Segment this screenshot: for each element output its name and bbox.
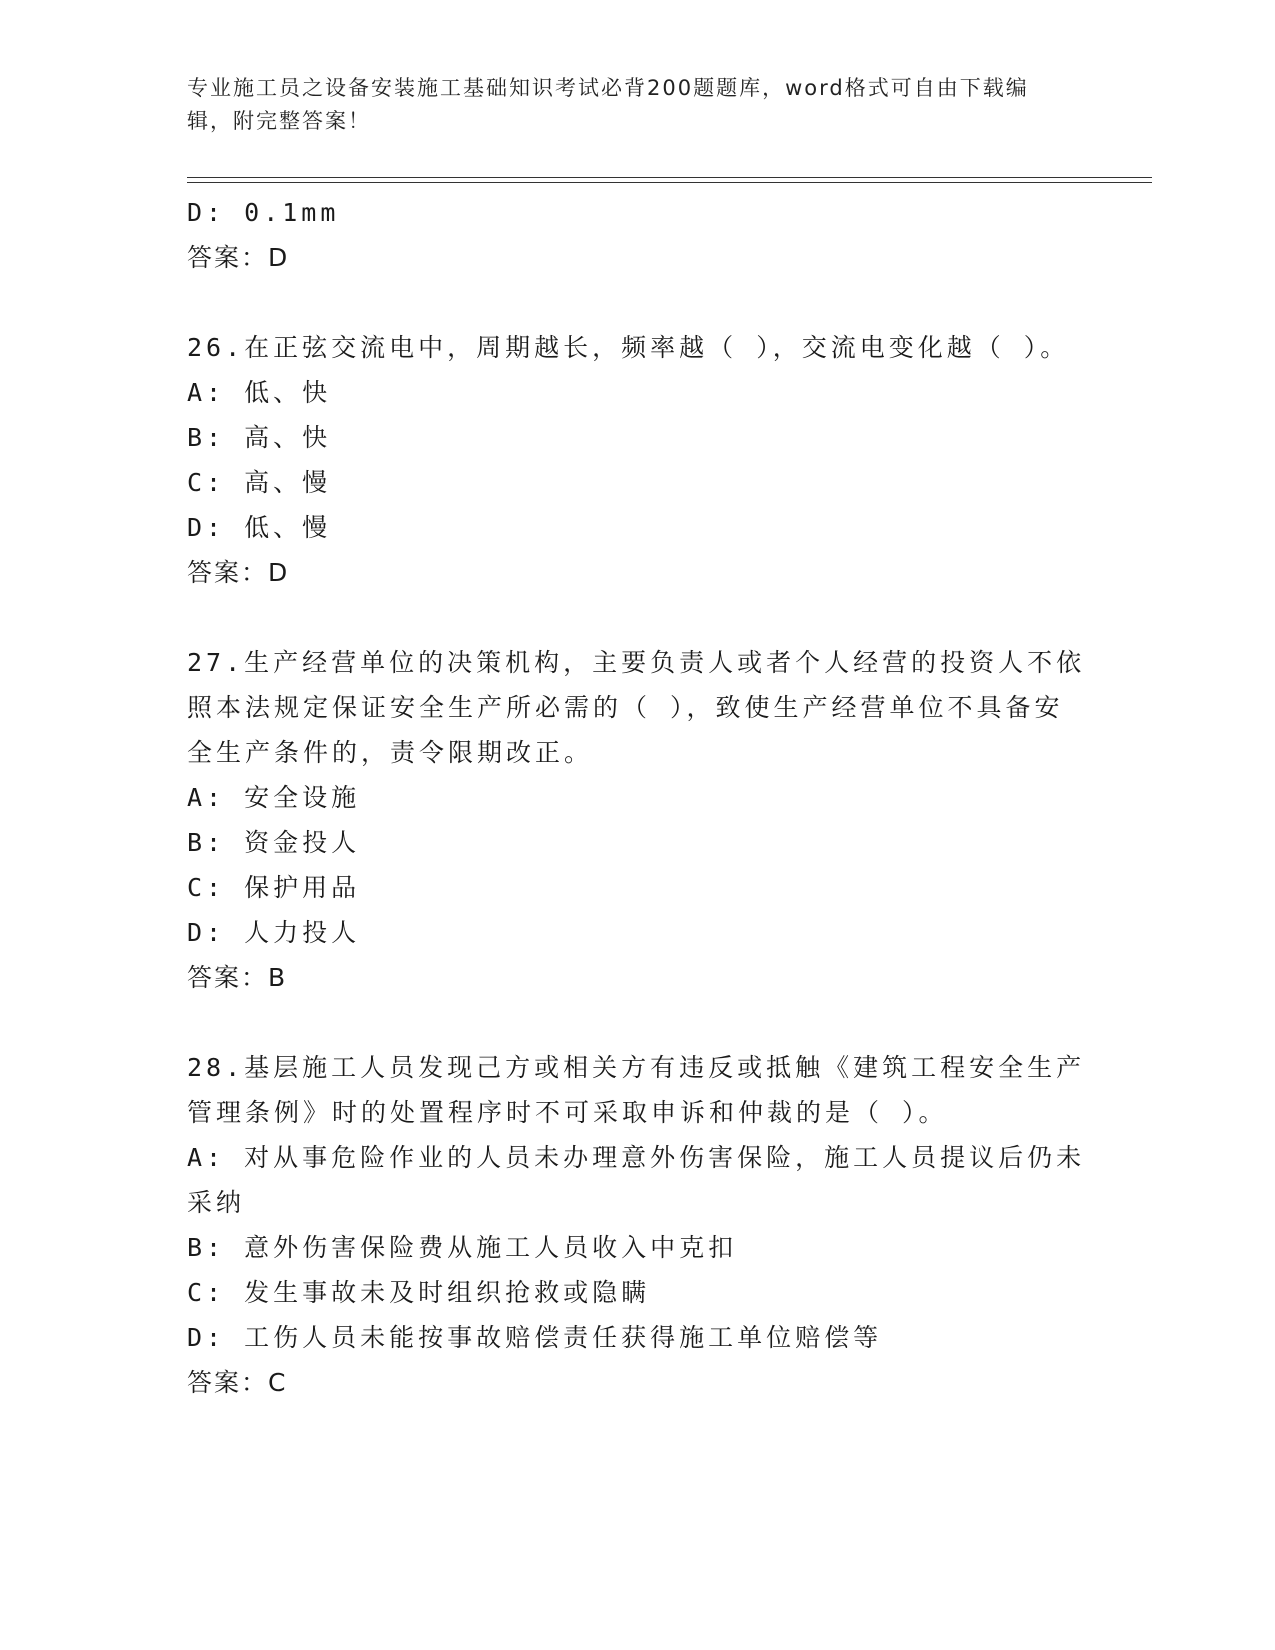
answer-line: 答案：C xyxy=(187,1368,288,1397)
document-header: 专业施工员之设备安装施工基础知识考试必背200题题库，word格式可自由下载编辑，附完整答案！ xyxy=(187,76,1029,133)
option-d: D: 0.1mm xyxy=(187,198,340,227)
answer-line: 答案：D xyxy=(187,243,290,272)
option-b: B: 资金投人 xyxy=(187,828,361,857)
option-a: A: 对从事危险作业的人员未办理意外伤害保险，施工人员提议后仍未采纳 xyxy=(187,1143,1086,1217)
question-text: 26.在正弦交流电中，周期越长，频率越（ ），交流电变化越（ ）。 xyxy=(187,333,1070,362)
option-d: D: 工伤人员未能按事故赔偿责任获得施工单位赔偿等 xyxy=(187,1323,883,1352)
option-c: C: 高、慢 xyxy=(187,468,332,497)
option-b: B: 高、快 xyxy=(187,423,332,452)
header-rule-bottom xyxy=(187,182,1152,183)
header-rule-top xyxy=(187,177,1152,178)
document-body xyxy=(187,190,1087,1405)
question-27 xyxy=(187,640,1087,1000)
question-28 xyxy=(187,1045,1087,1405)
option-d: D: 低、慢 xyxy=(187,513,332,542)
question-text: 28.基层施工人员发现己方或相关方有违反或抵触《建筑工程安全生产管理条例》时的处置程序时不可采取申诉和仲裁的是（ ）。 xyxy=(187,1053,1086,1127)
option-a: A: 低、快 xyxy=(187,378,332,407)
answer-line: 答案：D xyxy=(187,558,290,587)
question-text: 27.生产经营单位的决策机构，主要负责人或者个人经营的投资人不依照本法规定保证安全生产所必需的（ ），致使生产经营单位不具备安全生产条件的，责令限期改正。 xyxy=(187,648,1086,767)
option-c: C: 发生事故未及时组织抢救或隐瞒 xyxy=(187,1278,651,1307)
option-c: C: 保护用品 xyxy=(187,873,361,902)
answer-line: 答案：B xyxy=(187,963,288,992)
option-b: B: 意外伤害保险费从施工人员收入中克扣 xyxy=(187,1233,738,1262)
question-26 xyxy=(187,325,1087,595)
option-a: A: 安全设施 xyxy=(187,783,361,812)
option-d: D: 人力投人 xyxy=(187,918,361,947)
